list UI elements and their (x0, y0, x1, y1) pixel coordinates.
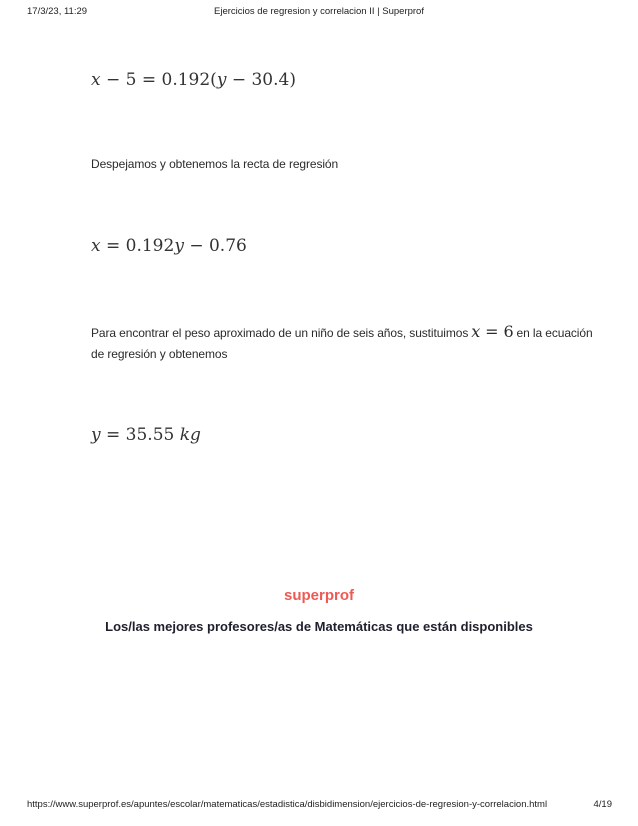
paragraph-para-encontrar-line2: de regresión y obtenemos (91, 347, 228, 361)
eq1-var-y: y (216, 70, 227, 90)
paragraph-despejamos: Despejamos y obtenemos la recta de regresión (91, 157, 339, 171)
print-datetime: 17/3/23, 11:29 (27, 6, 88, 17)
equation-3 (91, 425, 201, 445)
equation-2 (91, 236, 247, 256)
p2-math-var: x (471, 322, 481, 341)
eq2-var-y: y (174, 236, 184, 256)
eq1-var-x: x (91, 70, 101, 90)
page-number: 4/19 (593, 799, 612, 810)
footer-url: https://www.superprof.es/apuntes/escolar/matematicas/estadistica/disbidimension/ejercicios-de-regresion-y-correlacion.html (27, 799, 548, 810)
eq2-part-end: − 0.76 (183, 236, 247, 256)
eq3-part: = 35.55 (100, 425, 180, 445)
eq2-var-x: x (91, 236, 101, 256)
page-title: Ejercicios de regresion y correlacion II | Superprof (214, 6, 424, 17)
eq3-unit: kg (179, 425, 201, 445)
equation-1 (91, 70, 296, 90)
p2-math-rest: = 6 (480, 322, 514, 341)
p2-text-after: en la ecuación (516, 326, 593, 340)
eq1-part: − 5 = 0.192( (100, 70, 217, 90)
superprof-logo[interactable]: superprof (283, 587, 354, 604)
p2-inline-math (471, 322, 513, 341)
eq3-var-y: y (91, 425, 101, 445)
paragraph-para-encontrar (91, 322, 593, 341)
eq1-part-end: − 30.4) (226, 70, 296, 90)
promo-tagline: Los/las mejores profesores/as de Matemáticas que están disponibles (105, 619, 533, 634)
p2-text-before: Para encontrar el peso aproximado de un niño de seis años, sustituimos (91, 326, 469, 340)
eq2-part: = 0.192 (100, 236, 175, 256)
